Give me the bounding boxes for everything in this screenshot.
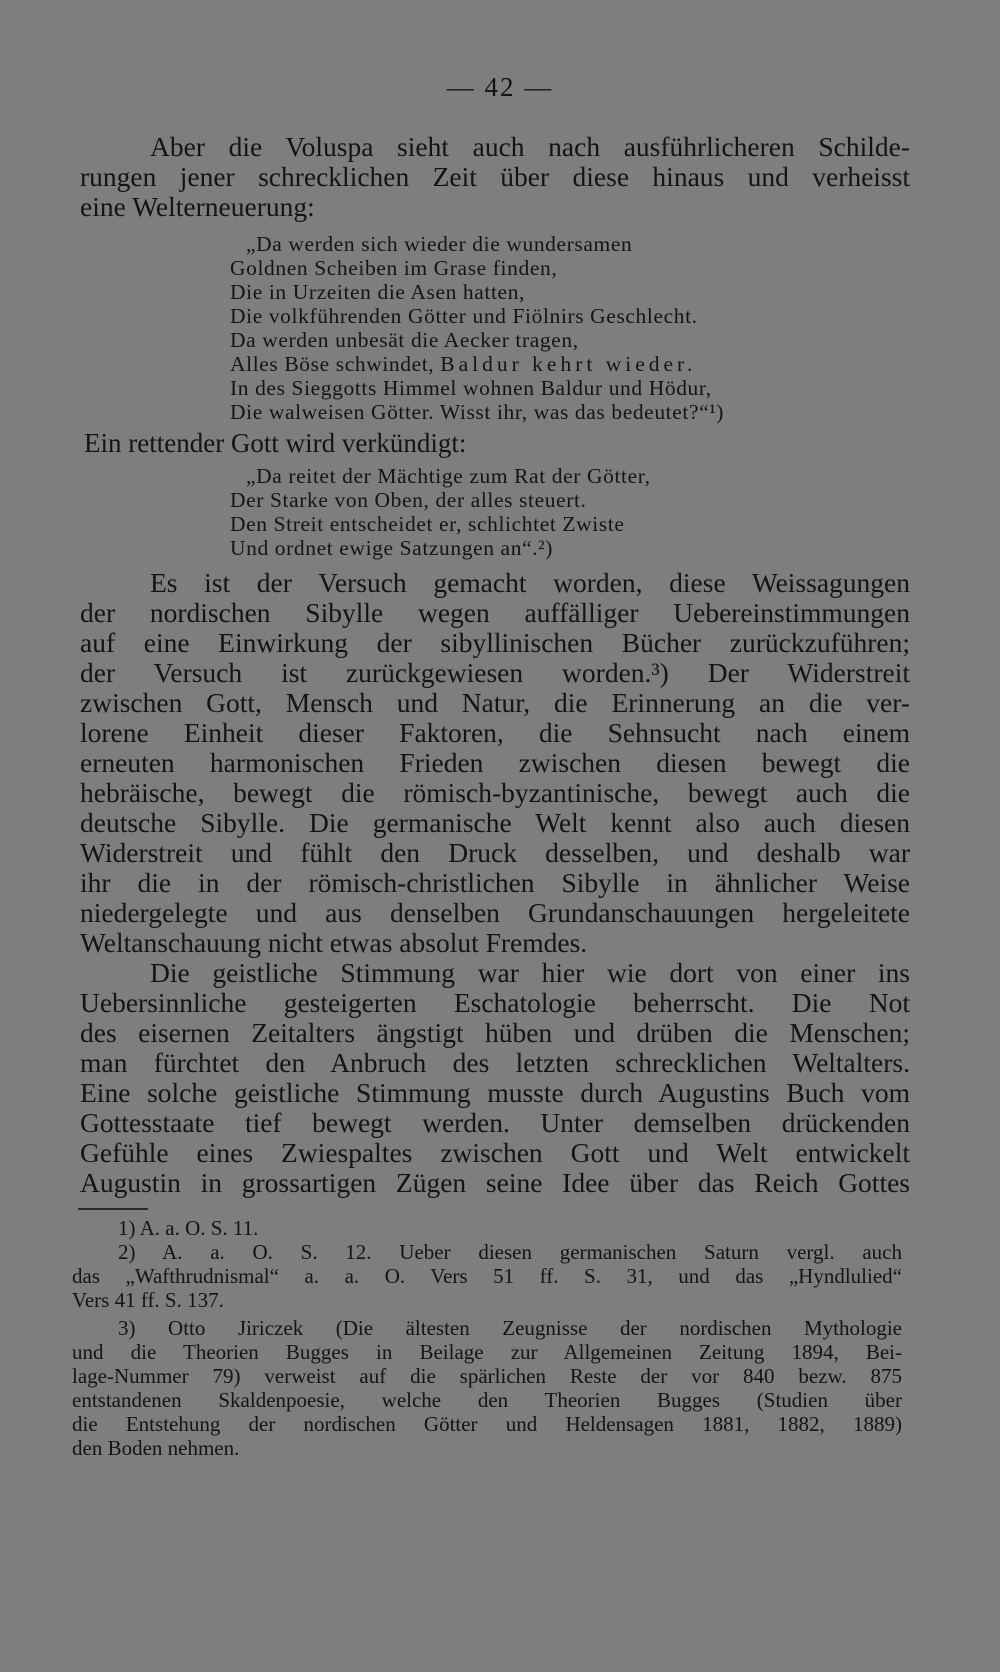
footnote-line: das „Wafthrudnismal“ a. a. O. Vers 51 ff. S. 31, und das „Hyndlulied“	[72, 1264, 902, 1288]
text-line: hebräische, bewegt die römisch-byzantinische, bewegt auch die	[80, 777, 910, 808]
text-line: niedergelegte und aus denselben Grundanschauungen hergeleitete	[80, 897, 910, 928]
verse-line: Die walweisen Götter. Wisst ihr, was das bedeutet?“¹)	[230, 400, 725, 424]
text-line: der nordischen Sibylle wegen auffälliger Uebereinstimmungen	[80, 597, 910, 628]
verse-line: In des Sieggotts Himmel wohnen Baldur und Hödur,	[230, 376, 712, 400]
text-line: lorene Einheit dieser Faktoren, die Sehnsucht nach einem	[80, 717, 910, 748]
verse-text: Alles Böse schwindet,	[230, 352, 441, 376]
announce-line: Ein rettender Gott wird verkündigt:	[84, 428, 467, 458]
emphasized-text: Baldur kehrt wieder.	[440, 352, 697, 376]
text-line: Die geistliche Stimmung war hier wie dort von einer ins	[150, 957, 910, 988]
text-line: man fürchtet den Anbruch des letzten schrecklichen Weltalters.	[80, 1047, 910, 1078]
verse-line: Den Streit entscheidet er, schlichtet Zwiste	[230, 512, 625, 536]
text-line: Augustin in grossartigen Zügen seine Idee über das Reich Gottes	[80, 1167, 910, 1198]
text-line: ihr die in der römisch-christlichen Sibylle in ähnlicher Weise	[80, 867, 910, 898]
footnote-divider	[78, 1208, 148, 1210]
text-line: Uebersinnliche gesteigerten Eschatologie beherrscht. Die Not	[80, 987, 910, 1018]
verse-line: Da werden unbesät die Aecker tragen,	[230, 328, 579, 352]
text-line: erneuten harmonischen Frieden zwischen diesen bewegt die	[80, 747, 910, 778]
text-line: Es ist der Versuch gemacht worden, diese Weissagungen	[150, 567, 910, 598]
footnote-line: entstandenen Skaldenpoesie, welche den Theorien Bugges (Studien über	[72, 1388, 902, 1412]
text-line: Gefühle eines Zwiespaltes zwischen Gott und Welt entwickelt	[80, 1137, 910, 1168]
verse-line: Goldnen Scheiben im Grase finden,	[230, 256, 558, 280]
verse-line	[230, 352, 696, 376]
footnote-line: Vers 41 ff. S. 137.	[72, 1288, 224, 1312]
footnote-line: 3) Otto Jiriczek (Die ältesten Zeugnisse der nordischen Mythologie	[118, 1316, 902, 1340]
text-line: Gottesstaate tief bewegt werden. Unter demselben drückenden	[80, 1107, 910, 1138]
page-number: — 42 —	[446, 72, 554, 102]
text-line: der Versuch ist zurückgewiesen worden.³) Der Widerstreit	[80, 657, 910, 688]
verse-line: „Da reitet der Mächtige zum Rat der Götter,	[246, 464, 651, 488]
footnote-line: und die Theorien Bugges in Beilage zur Allgemeinen Zeitung 1894, Bei-	[72, 1340, 902, 1364]
footnote-line: den Boden nehmen.	[72, 1436, 240, 1460]
footnote-line: lage-Nummer 79) verweist auf die spärlichen Reste der vor 840 bezw. 875	[72, 1364, 902, 1388]
text-line: rungen jener schrecklichen Zeit über diese hinaus und verheisst	[80, 161, 910, 192]
footnote-line: die Entstehung der nordischen Götter und Heldensagen 1881, 1882, 1889)	[72, 1412, 902, 1436]
verse-line: Die volkführenden Götter und Fiölnirs Geschlecht.	[230, 304, 698, 328]
text-line: auf eine Einwirkung der sibyllinischen Bücher zurückzuführen;	[80, 627, 910, 658]
text-line: Aber die Voluspa sieht auch nach ausführlicheren Schilde-	[150, 131, 910, 162]
text-line: eine Welterneuerung:	[80, 191, 315, 222]
footnote-line: 1) A. a. O. S. 11.	[118, 1216, 259, 1240]
footnote-line: 2) A. a. O. S. 12. Ueber diesen germanischen Saturn vergl. auch	[118, 1240, 902, 1264]
verse-line: Die in Urzeiten die Asen hatten,	[230, 280, 526, 304]
text-line: deutsche Sibylle. Die germanische Welt kennt also auch diesen	[80, 807, 910, 838]
verse-line: Und ordnet ewige Satzungen an“.²)	[230, 536, 553, 560]
text-line: des eisernen Zeitalters ängstigt hüben und drüben die Menschen;	[80, 1017, 910, 1048]
text-line: Weltanschauung nicht etwas absolut Fremdes.	[80, 927, 588, 958]
text-line: zwischen Gott, Mensch und Natur, die Erinnerung an die ver-	[80, 687, 910, 718]
verse-line: Der Starke von Oben, der alles steuert.	[230, 488, 587, 512]
verse-line: „Da werden sich wieder die wundersamen	[246, 232, 633, 256]
text-line: Widerstreit und fühlt den Druck desselben, und deshalb war	[80, 837, 910, 868]
text-line: Eine solche geistliche Stimmung musste durch Augustins Buch vom	[80, 1077, 910, 1108]
